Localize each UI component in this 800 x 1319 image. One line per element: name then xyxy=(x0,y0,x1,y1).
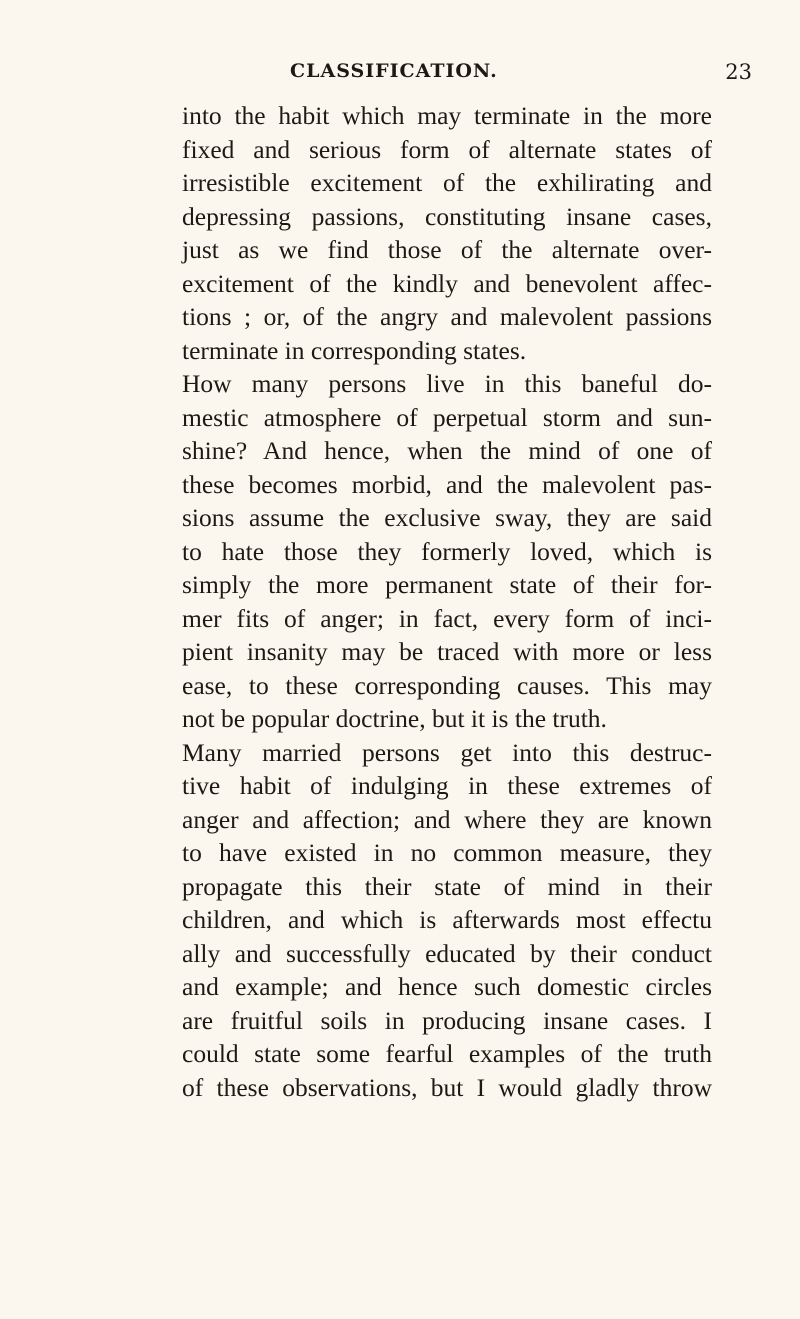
text-line: tive habit of indulging in these extremes of xyxy=(182,771,712,800)
text-line: children, and which is afterwards most effectu xyxy=(182,905,712,934)
body-text xyxy=(182,99,712,1104)
text-line: and example; and hence such domestic circles xyxy=(182,972,712,1001)
text-line: could state some fearful examples of the truth xyxy=(182,1039,712,1068)
text-line: mestic atmosphere of perpetual storm and sun- xyxy=(182,402,712,432)
text-line: shine? And hence, when the mind of one of xyxy=(182,436,712,465)
text-line: mer fits of anger; in fact, every form of inci- xyxy=(182,603,712,633)
text-line: sions assume the exclusive sway, they are said xyxy=(182,503,712,532)
text-line: terminate in corresponding states. xyxy=(182,335,527,365)
text-line: these becomes morbid, and the malevolent pas- xyxy=(182,469,712,499)
text-line: tions ; or, of the angry and malevolent passions xyxy=(182,302,712,331)
text-line: into the habit which may terminate in the more xyxy=(182,101,712,130)
text-line: excitement of the kindly and benevolent affec- xyxy=(182,268,712,298)
text-line: are fruitful soils in producing insane cases. I xyxy=(182,1005,712,1035)
text-line: depressing passions, constituting insane cases, xyxy=(182,201,712,231)
text-line: ease, to these corresponding causes. This may xyxy=(182,670,712,700)
text-line: ally and successfully educated by their conduct xyxy=(182,938,712,968)
text-line: anger and affection; and where they are known xyxy=(182,804,712,834)
text-line: just as we find those of the alternate over- xyxy=(182,235,712,264)
page-number: 23 xyxy=(725,60,752,84)
text-line: not be popular doctrine, but it is the truth. xyxy=(182,704,607,733)
running-title: CLASSIFICATION. xyxy=(290,60,498,82)
text-line: How many persons live in this baneful do- xyxy=(182,369,712,398)
text-line: irresistible excitement of the exhilirating and xyxy=(182,168,712,197)
text-line: to hate those they formerly loved, which is xyxy=(182,536,712,566)
text-line: simply the more permanent state of their for- xyxy=(182,570,712,599)
page-header xyxy=(182,60,752,90)
text-line: of these observations, but I would gladly throw xyxy=(182,1072,712,1102)
text-line: Many married persons get into this destruc- xyxy=(182,737,712,767)
text-line: propagate this their state of mind in their xyxy=(182,871,712,901)
text-line: fixed and serious form of alternate states of xyxy=(182,134,712,164)
text-line: to have existed in no common measure, they xyxy=(182,838,712,867)
text-line: pient insanity may be traced with more or less xyxy=(182,637,712,666)
